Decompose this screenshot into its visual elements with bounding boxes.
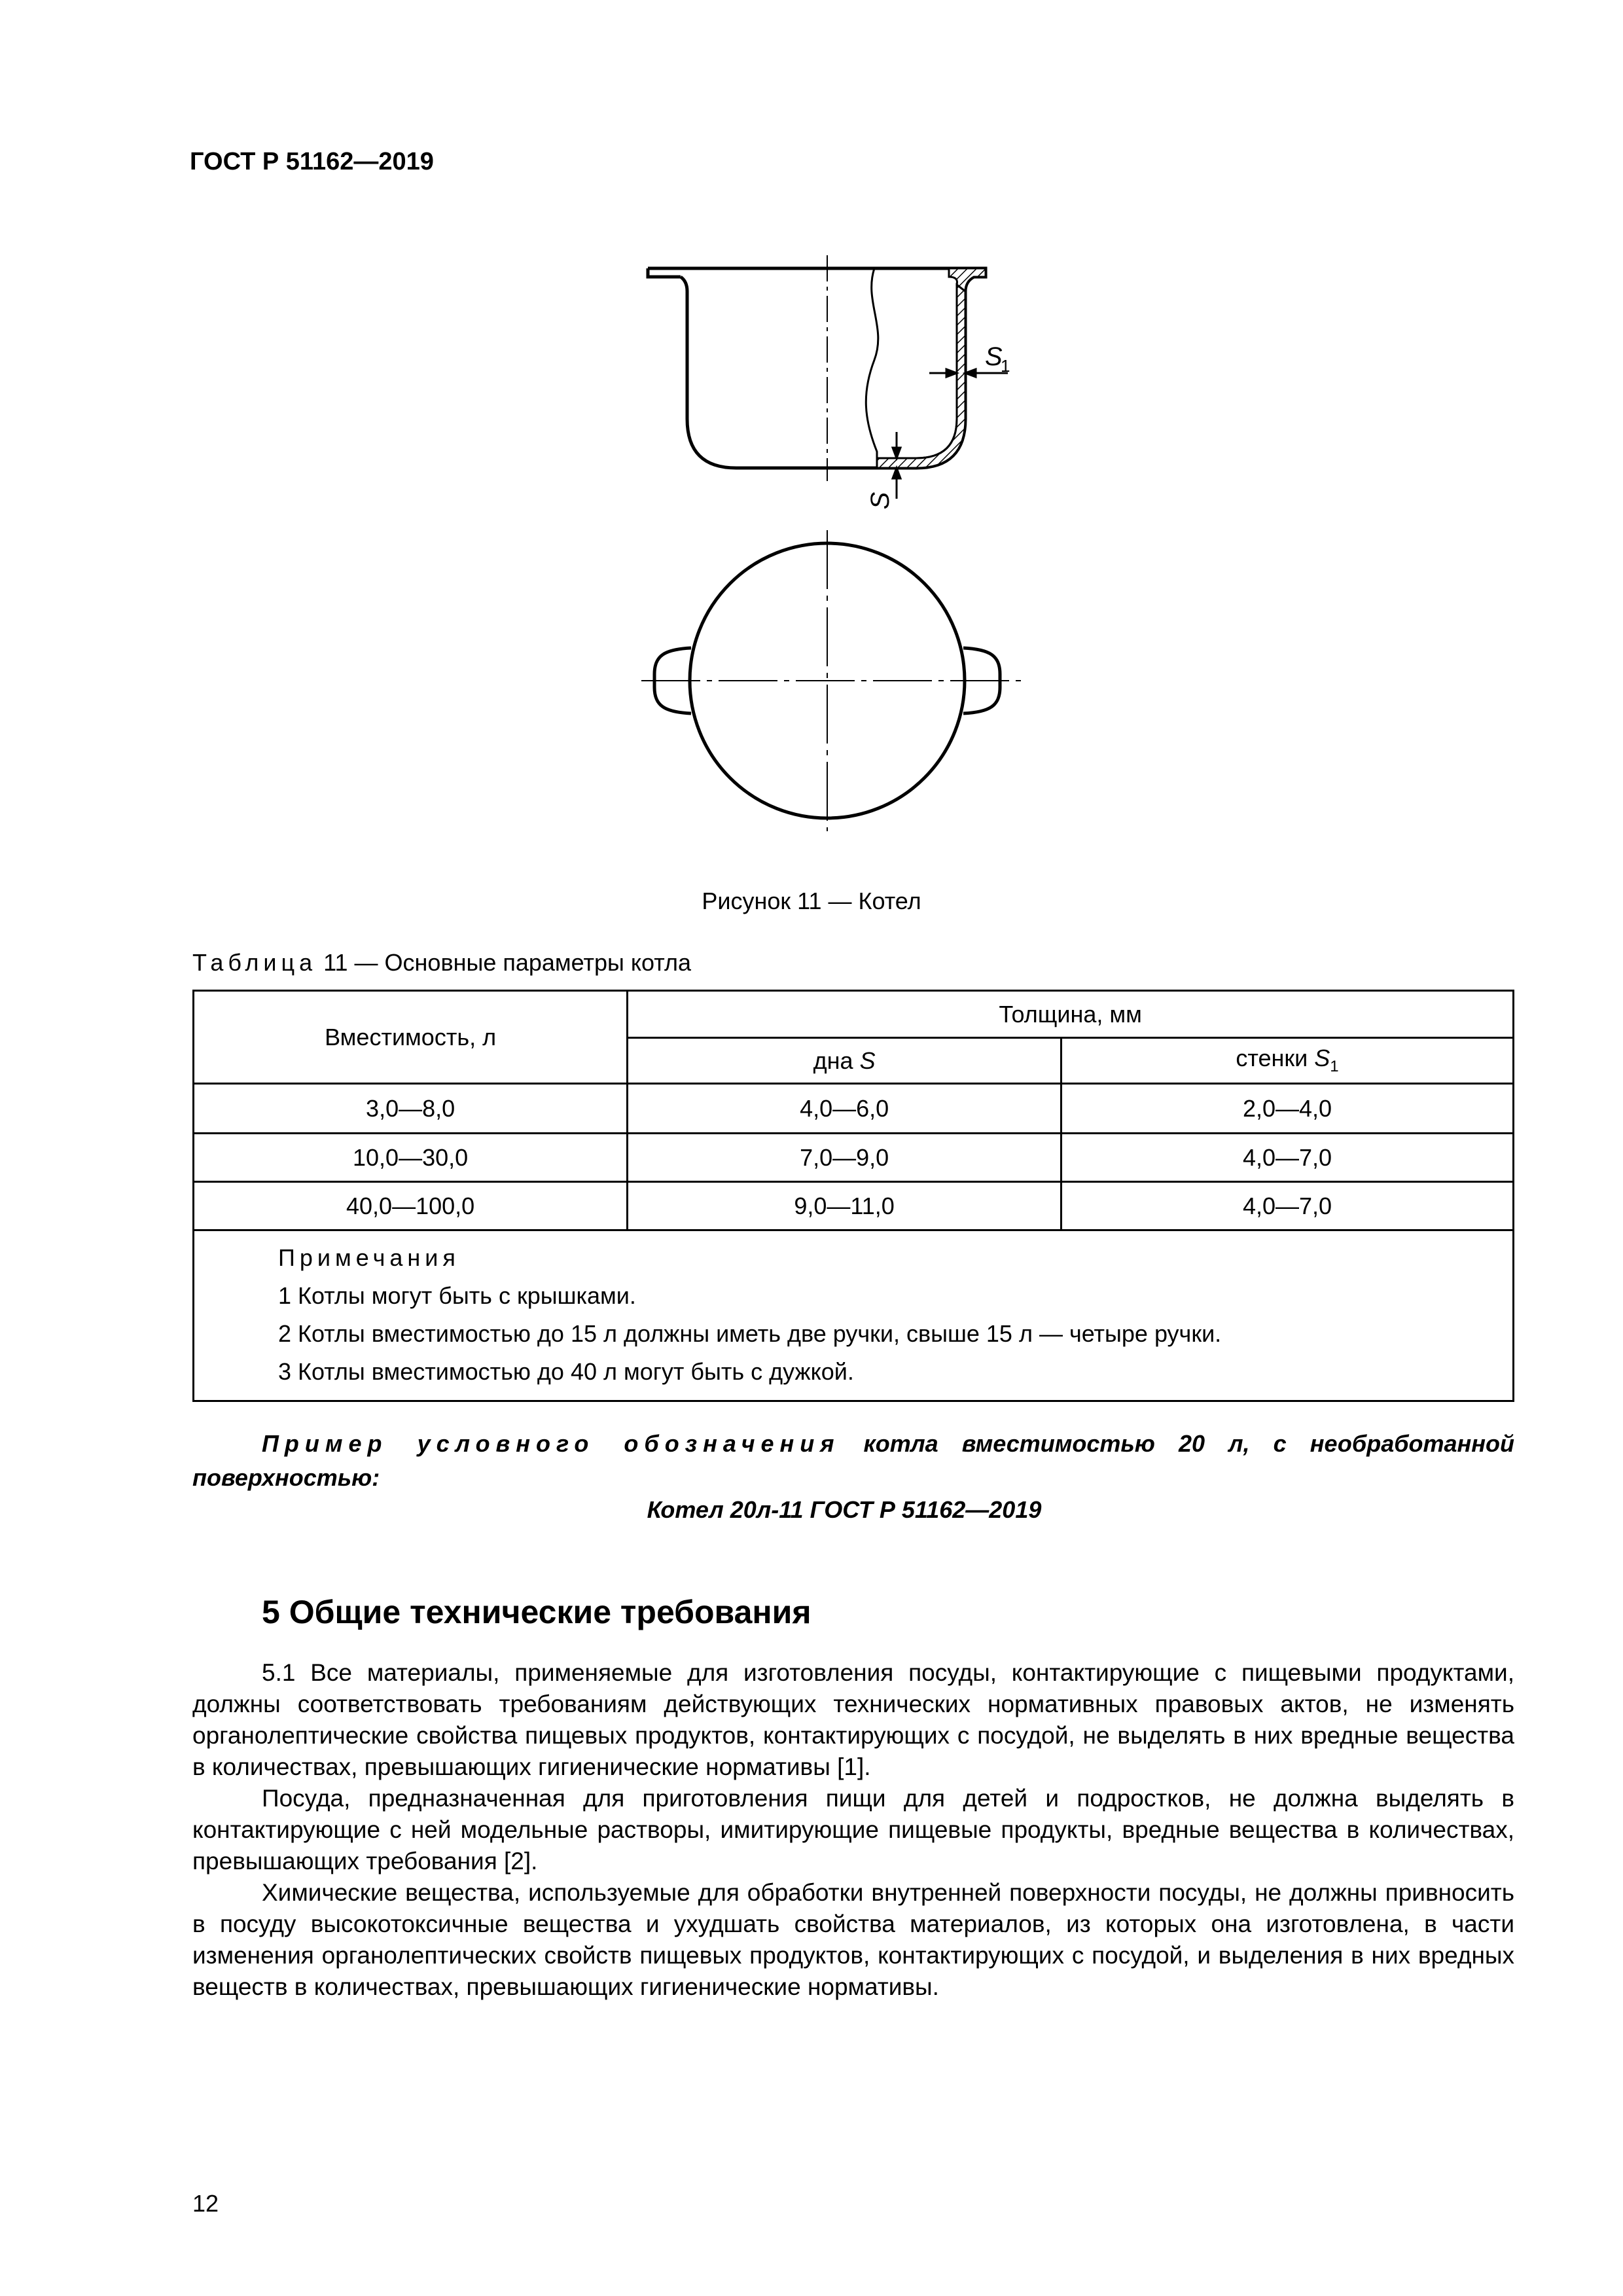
notes-title: Примечания xyxy=(278,1244,460,1271)
paragraph: Посуда, предназначенная для приготовления пищи для детей и подростков, не должна выделять в контактирующие с ней модельные растворы, имитирующие пищевые продукты, вредные вещества в количествах, превышающих требования [2]. xyxy=(192,1785,1514,1874)
bottom-thickness-cell: 7,0—9,0 xyxy=(628,1134,1061,1182)
s1-label-subscript: 1 xyxy=(1001,356,1010,376)
table-caption xyxy=(192,949,691,977)
table-row xyxy=(194,1134,1514,1182)
capacity-cell: 10,0—30,0 xyxy=(194,1134,628,1182)
wall-header-text: стенки xyxy=(1236,1045,1315,1072)
table-caption-title: 11 — Основные параметры котла xyxy=(317,949,691,976)
paragraph: 5.1 Все материалы, применяемые для изготовления посуды, контактирующие с пищевыми продуктами, должны соответствовать требованиям действующих технических нормативных правовых актов, не изменять органолептические свойства пищевых продуктов, контактирующих с посудой, не выделять в них вредные вещества в количествах, превышающих гигиенические нормативы [1]. xyxy=(192,1659,1514,1780)
table-caption-label: Таблица xyxy=(192,949,317,976)
pot-flange-hatch xyxy=(949,268,986,291)
note-item: 1 Котлы могут быть с крышками. xyxy=(278,1282,636,1309)
bottom-thickness-header xyxy=(628,1038,1061,1084)
table-row xyxy=(194,1084,1514,1134)
wall-thickness-header xyxy=(1061,1038,1514,1084)
table-row xyxy=(194,1182,1514,1230)
example-text: котла вместимостью 20 л, с необработанной поверхностью: xyxy=(192,1430,1515,1491)
capacity-cell: 3,0—8,0 xyxy=(194,1084,628,1134)
section-title: 5 Общие технические требования xyxy=(262,1594,812,1630)
note-item: 2 Котлы вместимостью до 15 л должны иметь две ручки, свыше 15 л — четыре ручки. xyxy=(278,1320,1222,1347)
wall-thickness-cell: 4,0—7,0 xyxy=(1061,1182,1514,1230)
table-notes xyxy=(194,1230,1514,1401)
bottom-header-text: дна xyxy=(813,1047,860,1074)
designation-example xyxy=(192,1427,1514,1495)
bottom-header-symbol: S xyxy=(859,1047,876,1074)
pot-wall-hatch xyxy=(877,285,965,468)
wall-thickness-cell: 2,0—4,0 xyxy=(1061,1084,1514,1134)
parameters-table xyxy=(192,990,1514,1402)
figure-caption: Рисунок 11 — Котел xyxy=(702,888,921,914)
note-item: 3 Котлы вместимостью до 40 л могут быть с дужкой. xyxy=(278,1358,854,1385)
thickness-header: Толщина, мм xyxy=(628,991,1514,1038)
s-label: S xyxy=(866,492,895,510)
example-label: Пример условного обозначения xyxy=(262,1430,840,1457)
s1-label: S xyxy=(985,342,1003,371)
bottom-thickness-cell: 4,0—6,0 xyxy=(628,1084,1061,1134)
capacity-header: Вместимость, л xyxy=(194,991,628,1084)
section-body xyxy=(192,1657,1514,2003)
page-number: 12 xyxy=(192,2190,219,2217)
pot-side-view xyxy=(648,268,986,468)
pot-drawing xyxy=(628,255,1047,851)
capacity-cell: 40,0—100,0 xyxy=(194,1182,628,1230)
paragraph: Химические вещества, используемые для обработки внутренней поверхности посуды, не должны привносить в посуду высокотоксичные вещества и ухудшать свойства материалов, из которых она изготовлена, в части изменения органолептических свойств пищевых продуктов, контактирующих с посудой, и выделения в них вредных веществ в количествах, превышающих гигиенические нормативы. xyxy=(192,1879,1514,2000)
wall-thickness-cell: 4,0—7,0 xyxy=(1061,1134,1514,1182)
wall-header-subscript: 1 xyxy=(1330,1058,1339,1076)
designation-code: Котел 20л-11 ГОСТ Р 51162—2019 xyxy=(647,1496,1042,1523)
wall-header-symbol: S xyxy=(1314,1045,1330,1072)
bottom-thickness-cell: 9,0—11,0 xyxy=(628,1182,1061,1230)
document-header: ГОСТ Р 51162—2019 xyxy=(190,148,434,175)
